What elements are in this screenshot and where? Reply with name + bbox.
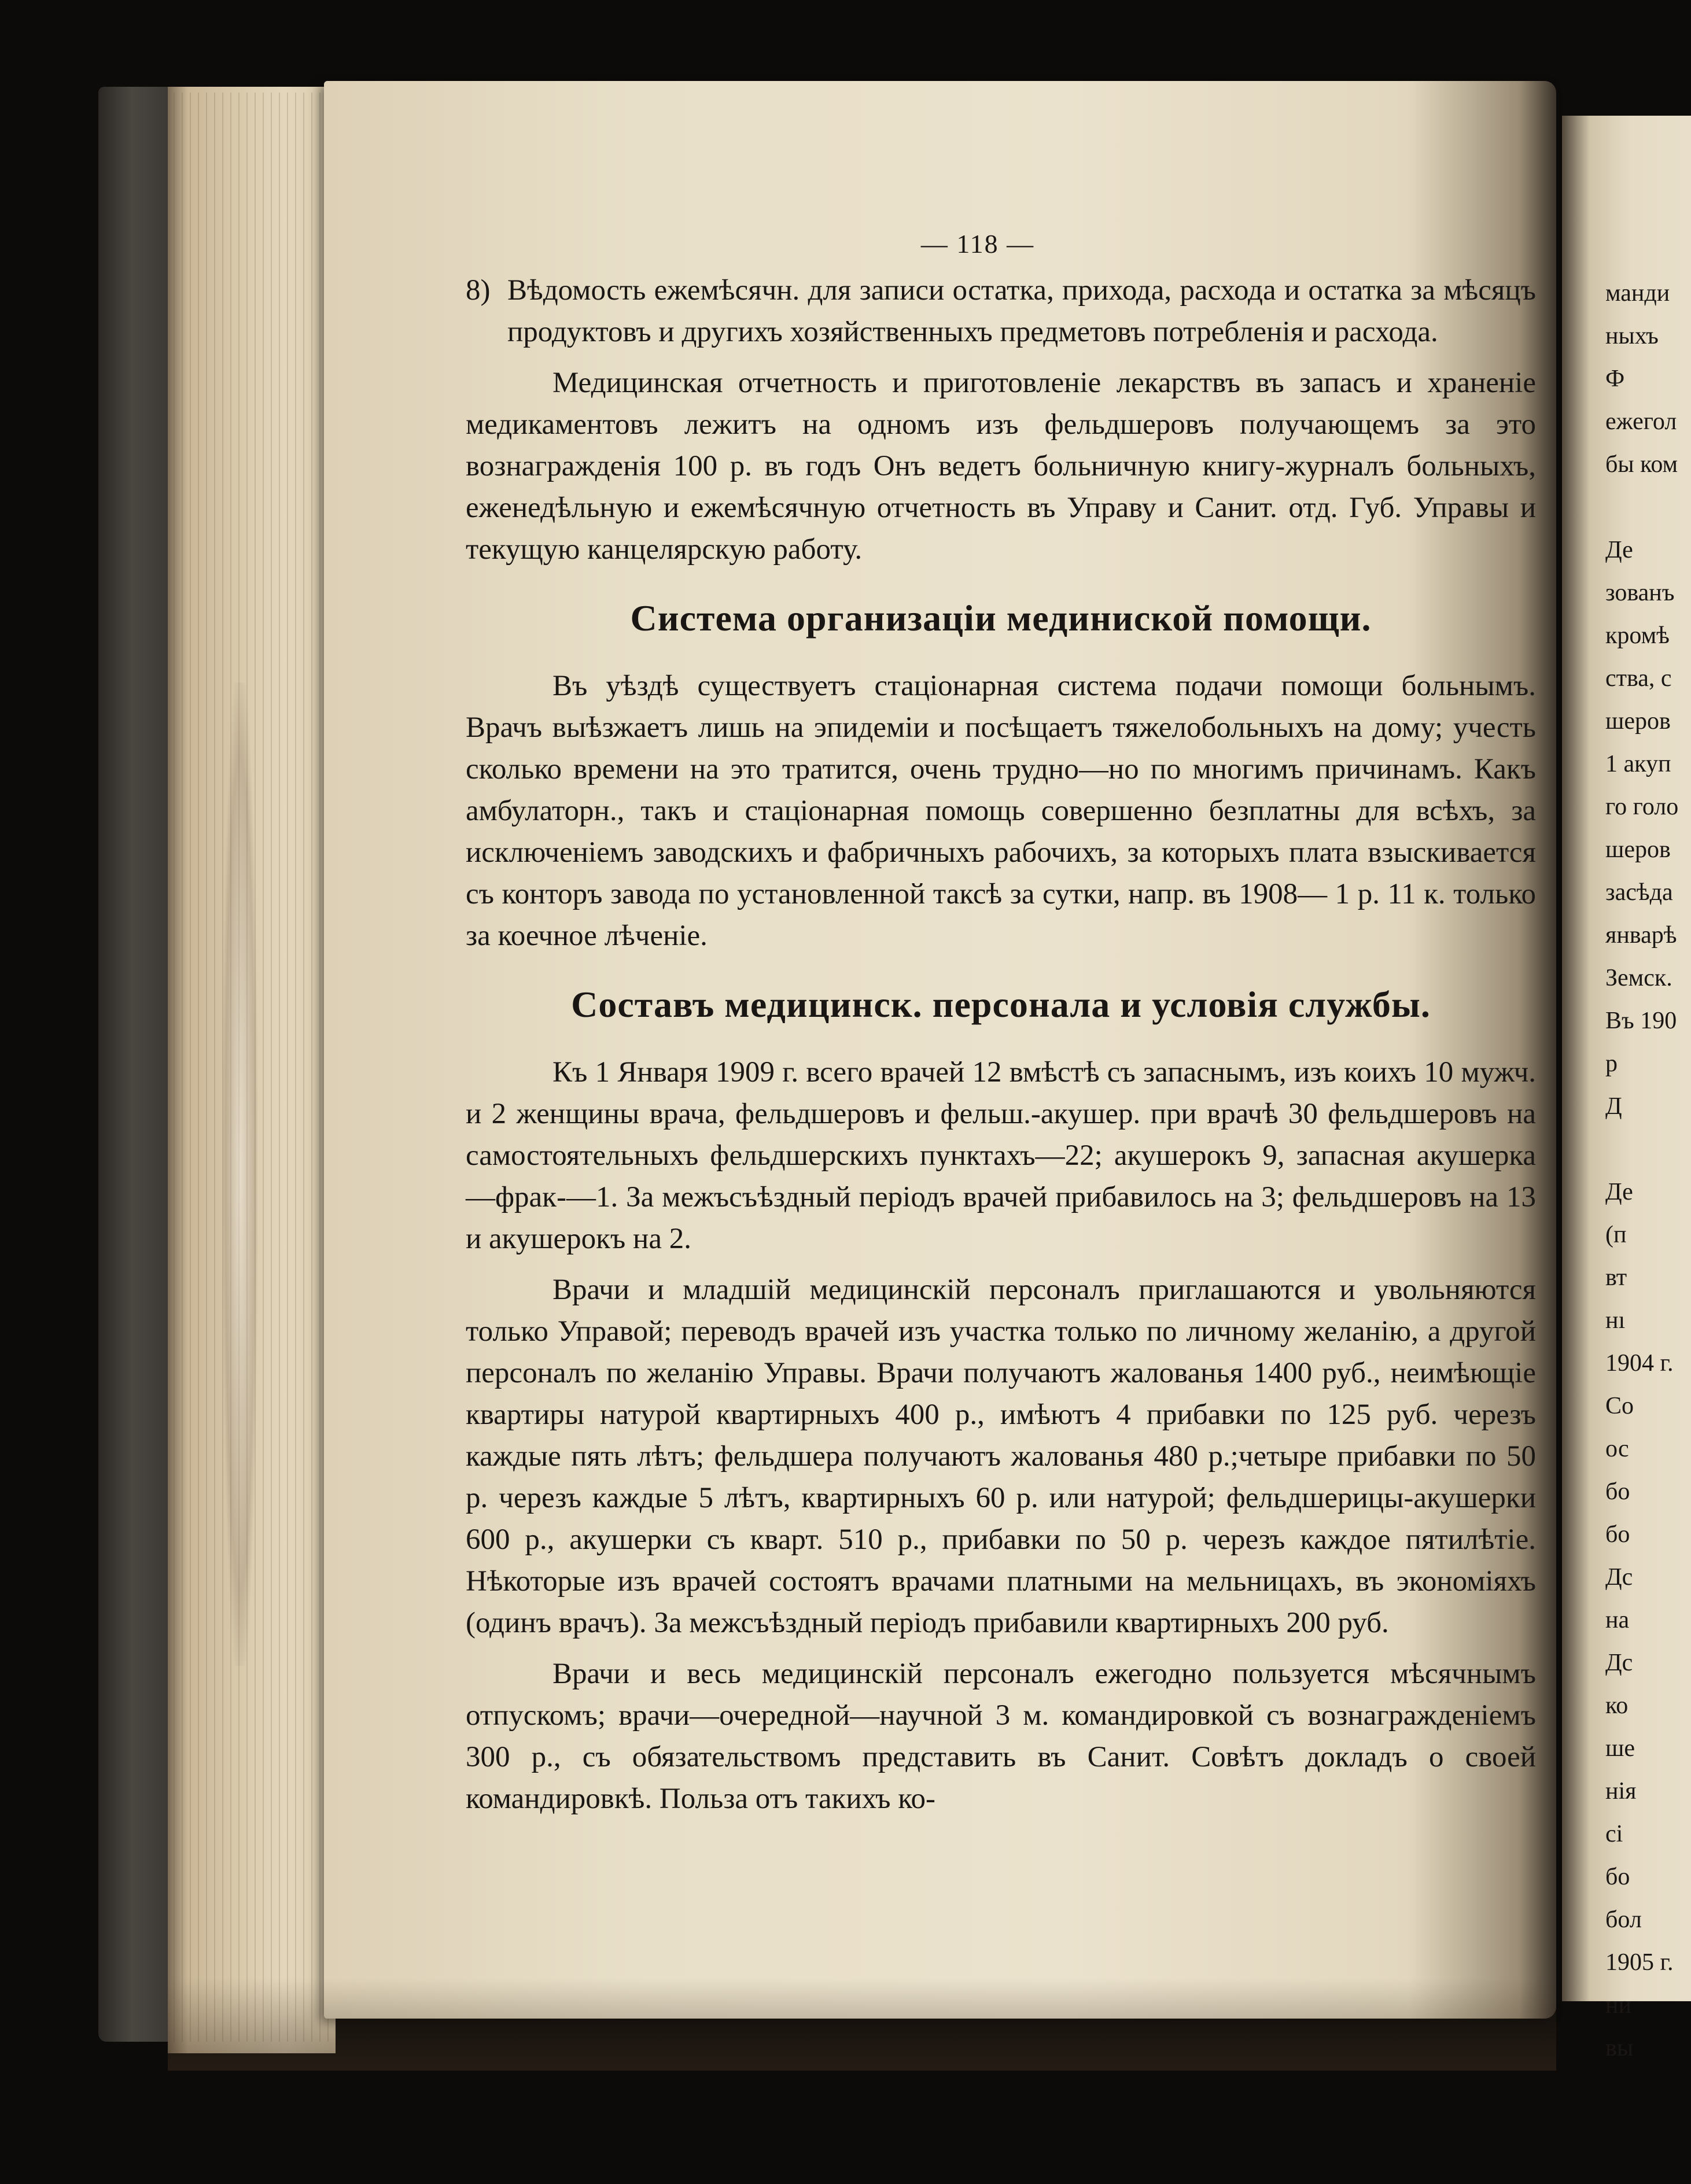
facing-page-line: бы ком [1605,451,1678,478]
facing-page-line: ства, с [1605,665,1672,692]
facing-page-line: бол [1605,1906,1642,1933]
bottom-shadow [168,1978,1556,2071]
facing-page-line: 1 акуп [1605,751,1671,777]
facing-page-line: Дс [1605,1650,1633,1676]
book-cover-edge [98,87,174,2042]
page-fold-highlight [223,682,257,1666]
facing-page-line: вт [1605,1264,1627,1291]
section-heading-system: Система организаціи мединиской помощи. [630,597,1372,639]
facing-page-line: (п [1605,1222,1627,1248]
facing-page-line: бо [1605,1521,1630,1548]
facing-page-line: нı [1605,1307,1626,1334]
facing-page-line: кромѣ [1605,622,1670,649]
facing-page-line: ныхъ [1605,323,1659,349]
facing-page-line: на [1605,1607,1630,1633]
facing-page-line: бо [1605,1864,1630,1890]
paragraph-system: Въ уѣздѣ существуетъ стаціонарная система подачи помощи больнымъ. Врачъ выѣзжаетъ лишь на эпидеміи и посѣщаетъ тяжелобольныхъ на дому; учесть сколько времени на это тратится, очень трудно—но по многимъ причинамъ. Какъ амбулаторн., такъ и стаціонарная помощь совершенно безплатны для всѣхъ, за исключеніемъ заводскихъ и фабричныхъ рабочихъ, за которыхъ плата взыскивается съ конторъ завода по установленной таксѣ за сутки, напр. въ 1908— 1 р. 11 к. только за коечное лѣченіе. [466,670,1536,952]
facing-page-line: го голо [1605,794,1679,820]
facing-page-line: зованъ [1605,580,1675,606]
facing-page-line: бо [1605,1478,1630,1505]
facing-page-line: 1904 г. [1605,1350,1674,1377]
paragraph-reporting: Медицинская отчетность и приготовленіе лекарствъ въ запасъ и храненіе медикаментовъ лежитъ на одномъ изъ фельдшеровъ получающемъ за это вознагражденія 100 р. въ годъ Онъ ведетъ больничную книгу-журналъ больныхъ, еженедѣльную и ежемѣсячную отчетность въ Управу и Санит. отд. Губ. Управы и текущую канцелярскую работу. [466,367,1536,566]
facing-page-line: Де [1605,537,1633,563]
paragraph-staff-3: Врачи и весь медицинскій персоналъ ежегодно пользуется мѣсячнымъ отпускомъ; врачи—очередной—научной 3 м. командировкой съ вознагражденіемъ 300 р., съ обязательствомъ представить въ Санит. Совѣтъ докладъ о своей командировкѣ. Польза отъ такихъ ко- [466,1658,1536,1815]
list-item-number: 8) [466,274,491,307]
facing-page-line: сі [1605,1821,1623,1847]
facing-page-line [1605,486,1691,529]
facing-page-line: нія [1605,1778,1637,1805]
facing-page-line: ко [1605,1692,1629,1719]
facing-page-line: шеров [1605,836,1671,863]
facing-page-line [1605,1128,1691,1171]
page-number: — 118 — [920,229,1035,259]
facing-page-line: январѣ [1605,922,1677,949]
facing-page-line: Де [1605,1179,1633,1205]
facing-page-line: шеров [1605,708,1671,735]
facing-page-line: ше [1605,1735,1635,1762]
facing-page-line: Дс [1605,1564,1633,1591]
facing-page-text [1605,272,1691,2069]
section-heading-staff: Составъ медицинск. персонала и условія службы. [571,984,1431,1025]
list-item-8 [466,270,1536,353]
facing-page-line: засѣда [1605,879,1673,906]
facing-page-line: Ф [1605,366,1625,392]
facing-page-line: Со [1605,1393,1634,1419]
facing-page-line: Въ 190 [1605,1008,1677,1034]
facing-page-line: Д [1605,1093,1622,1120]
facing-page-line: ос [1605,1436,1629,1462]
paragraph-staff-2: Врачи и младшій медицинскій персоналъ приглашаются и увольняются только Управой; переводъ врачей изъ участка только по личному желанію, а другой персоналъ по желанію Управы. Врачи получаютъ жалованья 1400 руб., неимѣющіе квартиры натурой квартирныхъ 400 р., имѣютъ 4 прибавки по 125 руб. черезъ каждые пять лѣтъ; фельдшера получаютъ жалованья 480 р.;четыре прибавки по 50 р. черезъ каждые 5 лѣтъ, квартирныхъ 60 р. или натурой; фельдшерицы-акушерки 600 р., акушерки съ кварт. 510 р., прибавки по 50 р. черезъ каждое пятилѣтіе. Нѣкоторые изъ врачей состоятъ врачами платными на мельницахъ, въ экономіяхъ (одинъ врачъ). За межсъѣздный періодъ прибавили квартирныхъ 200 руб. [466,1274,1536,1639]
facing-page-line: ежегол [1605,408,1677,435]
facing-page-line: вы [1605,2035,1634,2061]
facing-page-line: манди [1605,280,1670,307]
facing-page-line: р [1605,1050,1618,1077]
paragraph-staff-1: Къ 1 Января 1909 г. всего врачей 12 вмѣстѣ съ запаснымъ, изъ коихъ 10 мужч. и 2 женщины врача, фельдшеровъ и фельш.-акушер. при врачѣ 30 фельдшеровъ на самостоятельныхъ фельдшерскихъ пунктахъ—22; акушерокъ 9, запасная акушерка—фрак-—1. За межъсъѣздный періодъ врачей прибавилось на 3; фельдшеровъ на 13 и акушерокъ на 2. [466,1056,1536,1255]
list-item-text: Вѣдомость ежемѣсячн. для записи остатка, прихода, расхода и остатка за мѣсяцъ продуктовъ и другихъ хозяйственныхъ предметовъ потребленія и расхода. [507,274,1536,348]
facing-page-line: ни [1605,1992,1631,2019]
page-text [466,228,1536,1829]
facing-page-line: Земск. [1605,965,1672,991]
facing-page-line: 1905 г. [1605,1949,1674,1976]
